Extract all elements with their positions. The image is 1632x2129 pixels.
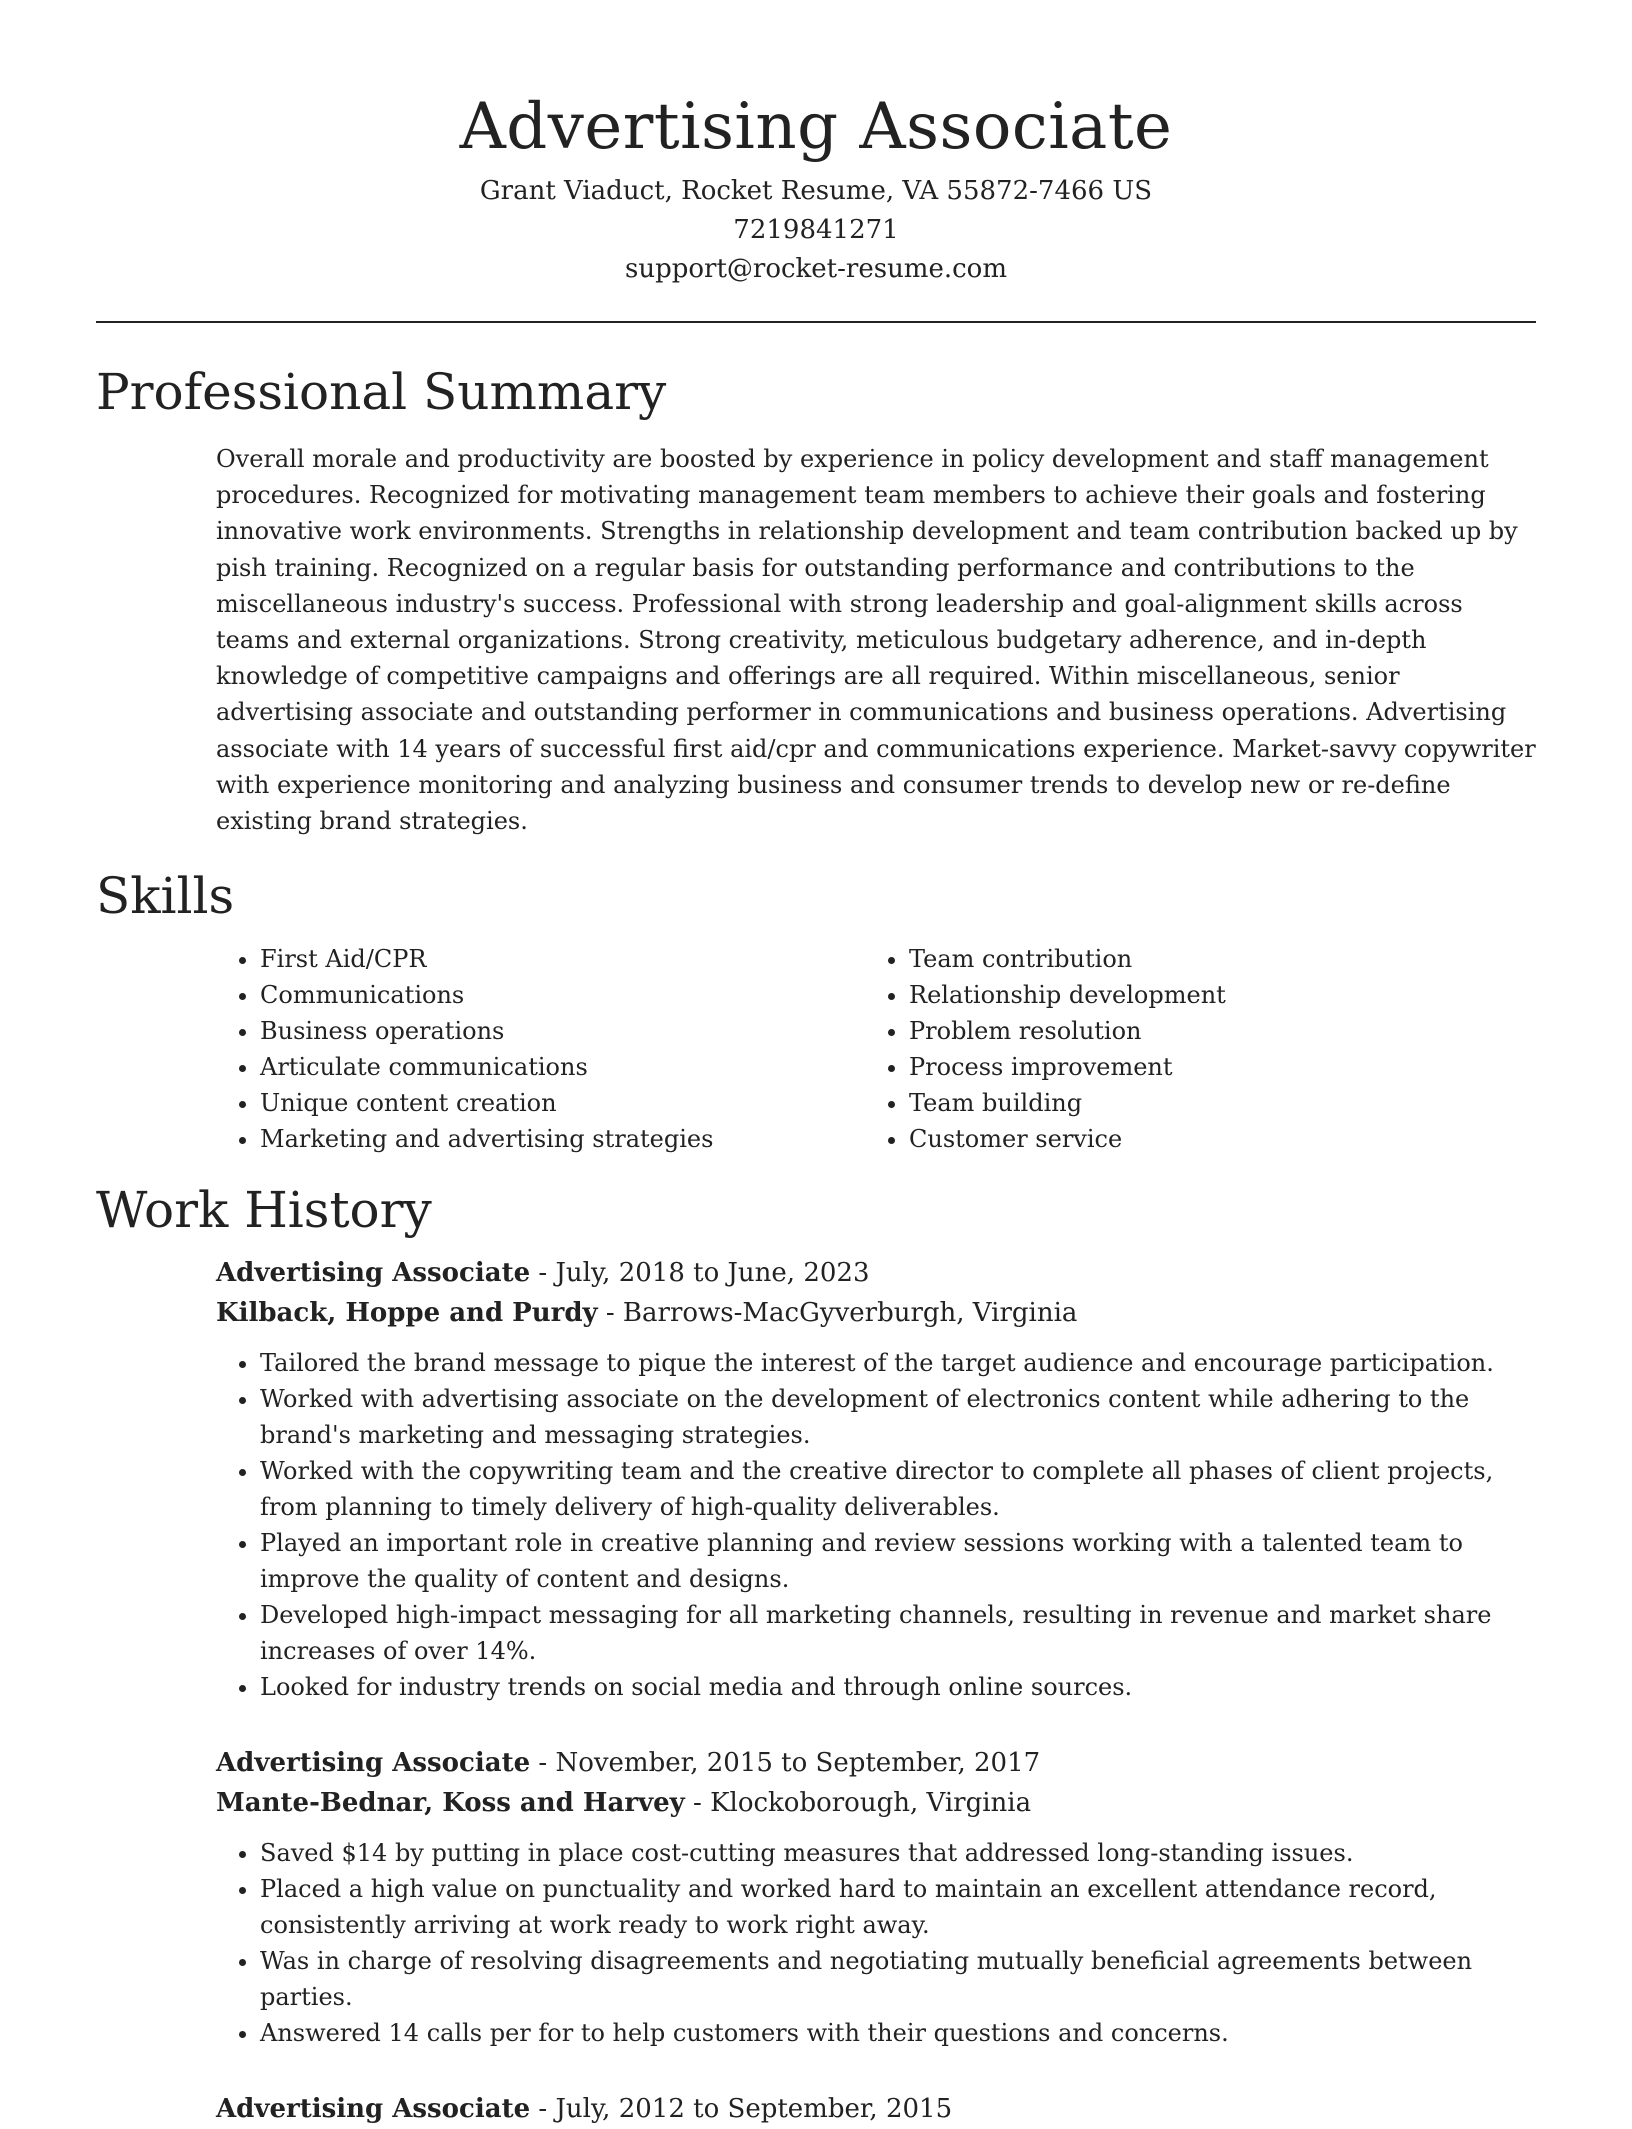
job-dates: - July, 2012 to September, 2015 <box>530 2094 953 2125</box>
skill-item: • Unique content creation <box>260 1085 865 1121</box>
skills-heading: Skills <box>96 867 235 926</box>
job-bullets <box>216 1345 1550 1705</box>
resume-header <box>96 0 1536 289</box>
skill-item: • Marketing and advertising strategies <box>260 1121 865 1157</box>
job-title-line <box>216 1743 1536 1783</box>
resume-page <box>96 0 1536 2129</box>
job-company-line <box>216 1293 1536 1333</box>
job-bullet: • Played an important role in creative planning and review sessions working with a talented team to improve the quality of content and designs. <box>260 1525 1550 1597</box>
skills-column-2 <box>865 941 1226 1157</box>
job-bullets <box>216 1835 1550 2051</box>
job-company: Kilback, Hoppe and Purdy <box>216 1298 598 1329</box>
job-bullet: • Was in charge of resolving disagreements and negotiating mutually beneficial agreements between parties. <box>260 1943 1550 2015</box>
job-bullet: • Placed a high value on punctuality and worked hard to maintain an excellent attendance record, consistently arriving at work ready to work right away. <box>260 1871 1550 1943</box>
skill-item: • Problem resolution <box>909 1013 1226 1049</box>
skill-item: • Relationship development <box>909 977 1226 1013</box>
job-title: Advertising Associate <box>216 1748 531 1779</box>
skill-item: • First Aid/CPR <box>260 941 865 977</box>
job-title-line <box>216 1253 1536 1293</box>
job-bullet: • Answered 14 calls per for to help customers with their questions and concerns. <box>260 2015 1550 2051</box>
job-bullet: • Worked with advertising associate on the development of electronics content while adhering to the brand's marketing and messaging strategies. <box>260 1381 1550 1453</box>
job-title: Advertising Associate <box>216 1258 531 1289</box>
skill-item: • Customer service <box>909 1121 1226 1157</box>
job-title-line <box>216 2089 1536 2129</box>
skill-item: • Articulate communications <box>260 1049 865 1085</box>
skill-item: • Business operations <box>260 1013 865 1049</box>
skills-list <box>216 941 1536 1157</box>
contact-phone: 7219841271 <box>733 215 899 245</box>
job-location: - Klockoborough, Virginia <box>684 1788 1032 1819</box>
job-title: Advertising Associate <box>216 2094 531 2125</box>
job-bullet: • Developed high-impact messaging for all marketing channels, resulting in revenue and market share increases of over 14%. <box>260 1597 1550 1669</box>
skill-item: • Team contribution <box>909 941 1226 977</box>
job-entry <box>216 1253 1536 1705</box>
job-entry <box>216 2089 1536 2129</box>
skill-item: • Team building <box>909 1085 1226 1121</box>
header-divider <box>96 321 1536 323</box>
job-bullet: • Saved $14 by putting in place cost-cutting measures that addressed long-standing issues. <box>260 1835 1550 1871</box>
work-history-heading: Work History <box>96 1181 432 1240</box>
contact-address: Grant Viaduct, Rocket Resume, VA 55872-7466 US <box>479 176 1153 206</box>
job-company: Mante-Bednar, Koss and Harvey <box>216 1788 685 1819</box>
skill-item: • Process improvement <box>909 1049 1226 1085</box>
job-location: - Barrows-MacGyverburgh, Virginia <box>597 1298 1078 1329</box>
summary-heading: Professional Summary <box>96 363 667 421</box>
contact-email: support@rocket-resume.com <box>624 254 1007 284</box>
resume-name: Advertising Associate <box>459 90 1173 164</box>
skills-column-1 <box>216 941 865 1157</box>
job-bullet: • Looked for industry trends on social media and through online sources. <box>260 1669 1550 1705</box>
summary-text: Overall morale and productivity are boosted by experience in policy development and staff management procedures. Recognized for motivating management team members to achieve their goals and fostering innovative work environments. Strengths in relationship development and team contribution backed up by pish training. Recognized on a regular basis for outstanding performance and contributions to the miscellaneous industry's success. Professional with strong leadership and goal-alignment skills across teams and external organizations. Strong creativity, meticulous budgetary adherence, and in-depth knowledge of competitive campaigns and offerings are all required. Within miscellaneous, senior advertising associate and outstanding performer in communications and business operations. Advertising associate with 14 years of successful first aid/cpr and communications experience. Market-savvy copywriter with experience monitoring and analyzing business and consumer trends to develop new or re-define existing brand strategies. <box>216 445 1536 836</box>
skill-item: • Communications <box>260 977 865 1013</box>
job-entry <box>216 1743 1536 2051</box>
job-company-line <box>216 1783 1536 1823</box>
job-bullet: • Worked with the copywriting team and the creative director to complete all phases of client projects, from planning to timely delivery of high-quality deliverables. <box>260 1453 1550 1525</box>
job-bullet: • Tailored the brand message to pique the interest of the target audience and encourage participation. <box>260 1345 1550 1381</box>
job-dates: - July, 2018 to June, 2023 <box>530 1258 870 1289</box>
job-dates: - November, 2015 to September, 2017 <box>530 1748 1041 1779</box>
